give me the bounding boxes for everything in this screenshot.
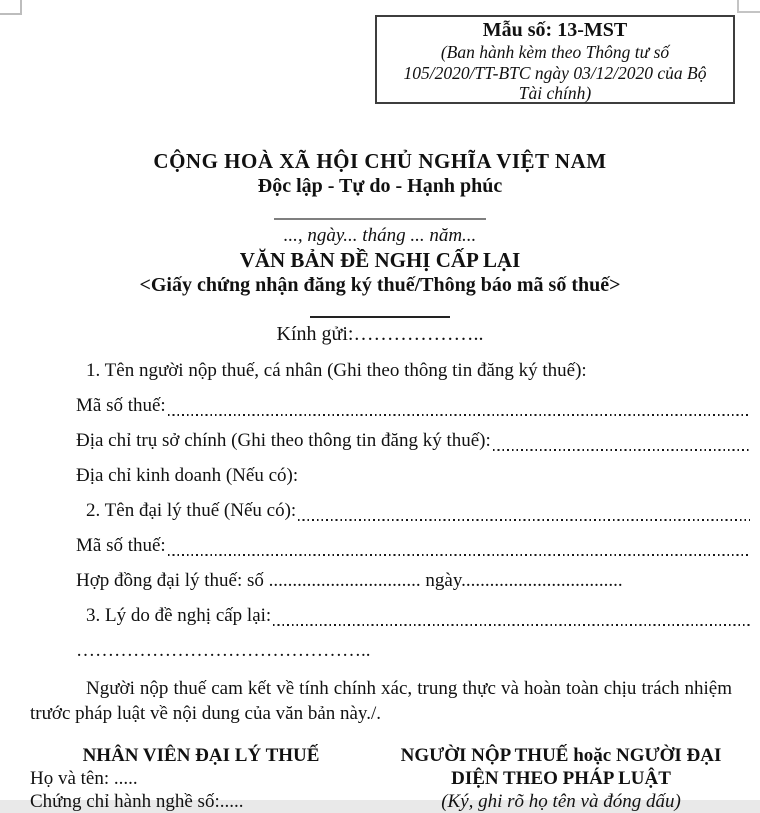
dotted-fill-line (168, 554, 750, 556)
tax-agent-staff-title: NHÂN VIÊN ĐẠI LÝ THUẾ (82, 745, 320, 766)
tax-code-label: Mã số thuế: (76, 395, 166, 416)
tax-agent-tax-code-line (76, 528, 750, 563)
title-underline-rule (310, 316, 450, 318)
sign-and-seal-note: (Ký, ghi rõ họ tên và đóng dấu) (441, 791, 681, 812)
tax-agent-name-line (86, 493, 750, 528)
tax-agent-label: 2. Tên đại lý thuế (Nếu có): (86, 500, 297, 521)
tax-code-line (76, 388, 750, 423)
staff-full-name-line: Họ và tên: ..... (30, 768, 138, 789)
document-title: VĂN BẢN ĐỀ NGHỊ CẤP LẠI (239, 248, 521, 272)
addressee-line: Kính gửi:……………….. (276, 323, 484, 345)
signature-section (30, 744, 750, 813)
head-office-address-label: Địa chỉ trụ sở chính (Ghi theo thông tin đăng ký thuế): (76, 430, 491, 451)
dotted-fill-line (298, 519, 750, 521)
national-motto: Độc lập - Tự do - Hạnh phúc (257, 175, 503, 197)
taxpayer-name-line: 1. Tên người nộp thuế, cá nhân (Ghi theo thông tin đăng ký thuế): (86, 360, 587, 381)
form-issuance-line: Tài chính) (518, 83, 592, 103)
head-office-address-line (76, 423, 750, 458)
date-placeholder-line: ..., ngày... tháng ... năm... (283, 225, 477, 246)
dotted-fill-line (273, 624, 750, 626)
reason-continuation-dots: ……………………………………….. (76, 640, 371, 661)
agent-contract-line (76, 563, 750, 598)
tax-code-label: Mã số thuế: (76, 535, 166, 556)
form-number: Mẫu số: 13-MST (482, 19, 628, 41)
contract-number-dots: ................................ (268, 570, 421, 591)
form-number-box (375, 15, 735, 104)
dotted-fill-line (493, 449, 750, 451)
taxpayer-title-line2: DIỆN THEO PHÁP LUẬT (451, 768, 671, 789)
tax-agent-staff-column (30, 744, 372, 813)
contract-date-label: ngày (420, 570, 462, 591)
form-issuance-line: 105/2020/TT-BTC ngày 03/12/2020 của Bộ (403, 62, 707, 83)
taxpayer-title-line1: NGƯỜI NỘP THUẾ hoặc NGƯỜI ĐẠI (400, 745, 722, 766)
business-address-line: Địa chỉ kinh doanh (Nếu có): (76, 465, 299, 486)
reissue-reason-label: 3. Lý do đề nghị cấp lại: (86, 605, 272, 626)
contract-label: Hợp đồng đại lý thuế: số (76, 570, 269, 591)
reissue-reason-line (86, 598, 750, 633)
commitment-paragraph: Người nộp thuế cam kết về tính chính xác, trung thực và hoàn toàn chịu trách nhiệm trước pháp luật về nội dung của văn bản này./. (30, 678, 732, 724)
national-title: CỘNG HOÀ XÃ HỘI CHỦ NGHĨA VIỆT NAM (153, 149, 607, 173)
cropped-table-corner-right (737, 0, 760, 13)
cropped-table-corner-left (0, 0, 22, 15)
staff-certificate-line: Chứng chỉ hành nghề số:..... (30, 791, 244, 812)
contract-date-dots: .................................. (461, 570, 623, 591)
form-issuance-line: (Ban hành kèm theo Thông tư số (440, 42, 670, 62)
dotted-fill-line (168, 414, 750, 416)
form-body (30, 353, 750, 726)
taxpayer-representative-column (372, 744, 750, 813)
motto-underline-rule (274, 218, 486, 220)
document-subtitle: <Giấy chứng nhận đăng ký thuế/Thông báo mã số thuế> (139, 274, 621, 296)
